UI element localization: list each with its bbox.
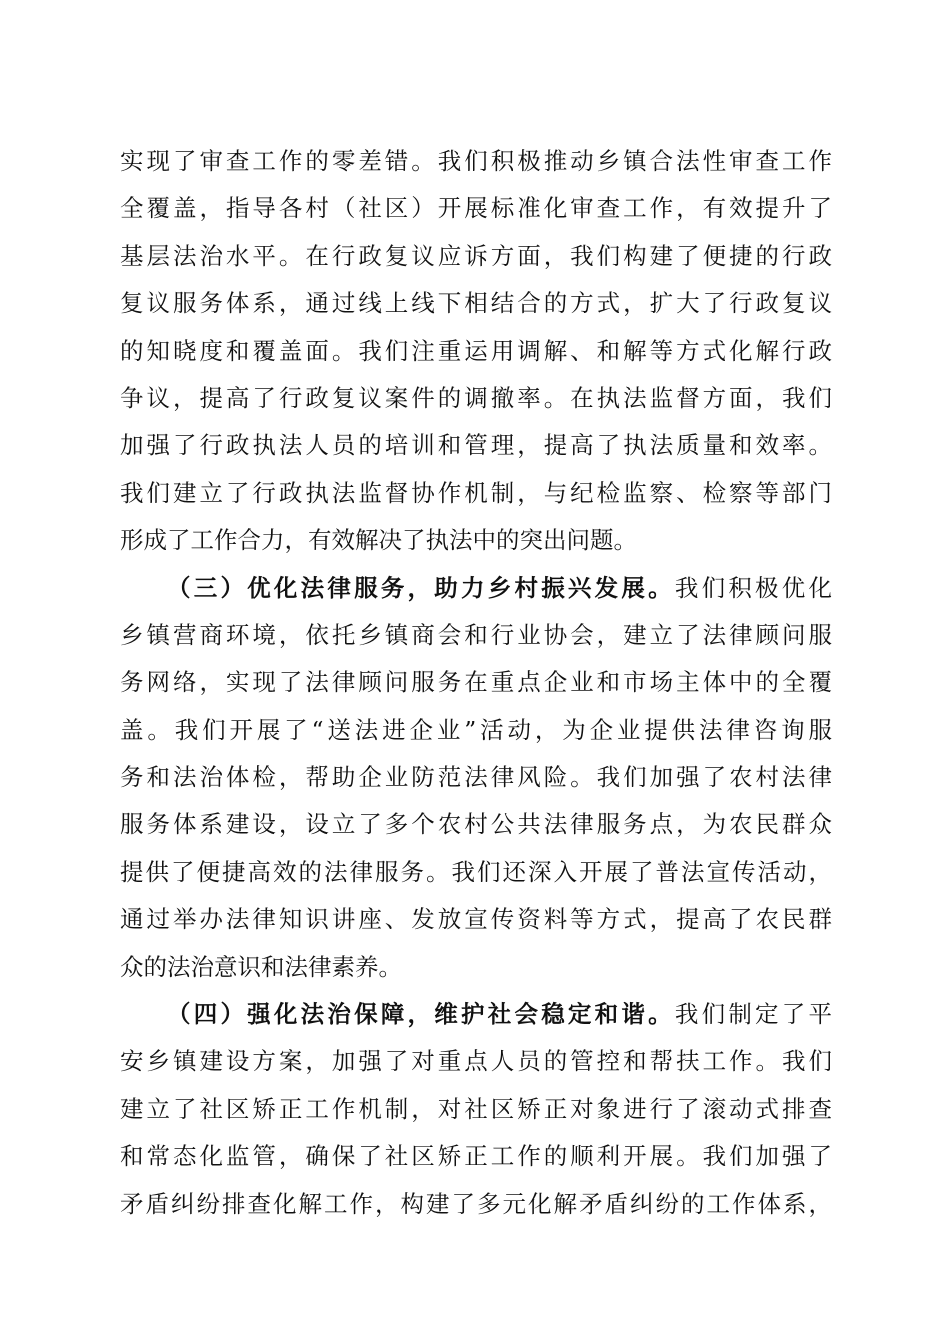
text-line: 实现了审查工作的零差错。我们积极推动乡镇合法性审查工作	[120, 147, 832, 175]
text-line: 提供了便捷高效的法律服务。我们还深入开展了普法宣传活动，	[120, 857, 832, 886]
text-line: 建立了社区矫正工作机制，对社区矫正对象进行了滚动式排查	[120, 1094, 832, 1123]
text-line: 我们建立了行政执法监督协作机制，与纪检监察、检察等部门	[120, 478, 832, 507]
section-4-first-line	[120, 991, 832, 1038]
text-line: 和常态化监管，确保了社区矫正工作的顺利开展。我们加强了	[120, 1142, 832, 1171]
section-3-heading: （三）优化法律服务，助力乡村振兴发展。	[167, 573, 675, 602]
section-4-heading: （四）强化法治保障，维护社会稳定和谐。	[167, 1000, 675, 1029]
section-3-lead-text: 我们积极优化	[674, 573, 833, 602]
text-line: 全覆盖，指导各村（社区）开展标准化审查工作，有效提升了	[120, 194, 832, 223]
text-line: 盖。我们开展了“送法进企业”活动，为企业提供法律咨询服	[120, 715, 832, 744]
text-line: 的知晓度和覆盖面。我们注重运用调解、和解等方式化解行政	[120, 336, 832, 365]
text-line: 复议服务体系，通过线上线下相结合的方式，扩大了行政复议	[120, 289, 832, 318]
text-line: 服务体系建设，设立了多个农村公共法律服务点，为农民群众	[120, 810, 832, 839]
section-3-first-line	[120, 565, 832, 612]
text-line: 务网络，实现了法律顾问服务在重点企业和市场主体中的全覆	[120, 668, 832, 697]
text-line: 安乡镇建设方案，加强了对重点人员的管控和帮扶工作。我们	[120, 1047, 832, 1076]
text-line: 基层法治水平。在行政复议应诉方面，我们构建了便捷的行政	[120, 241, 832, 270]
text-line: 乡镇营商环境，依托乡镇商会和行业协会，建立了法律顾问服	[120, 620, 832, 649]
section-4-lead-text: 我们制定了平	[674, 1000, 833, 1029]
text-line: 形成了工作合力，有效解决了执法中的突出问题。	[120, 526, 637, 555]
text-line: 务和法治体检，帮助企业防范法律风险。我们加强了农村法律	[120, 763, 832, 792]
text-line: 争议，提高了行政复议案件的调撤率。在执法监督方面，我们	[120, 383, 832, 412]
text-line: 矛盾纠纷排查化解工作，构建了多元化解矛盾纠纷的工作体系，	[120, 1189, 832, 1218]
text-line: 通过举办法律知识讲座、发放宣传资料等方式，提高了农民群	[120, 905, 832, 934]
document-body	[120, 138, 832, 1228]
text-line: 加强了行政执法人员的培训和管理，提高了执法质量和效率。	[120, 431, 832, 460]
text-line: 众的法治意识和法律素养。	[120, 952, 402, 981]
